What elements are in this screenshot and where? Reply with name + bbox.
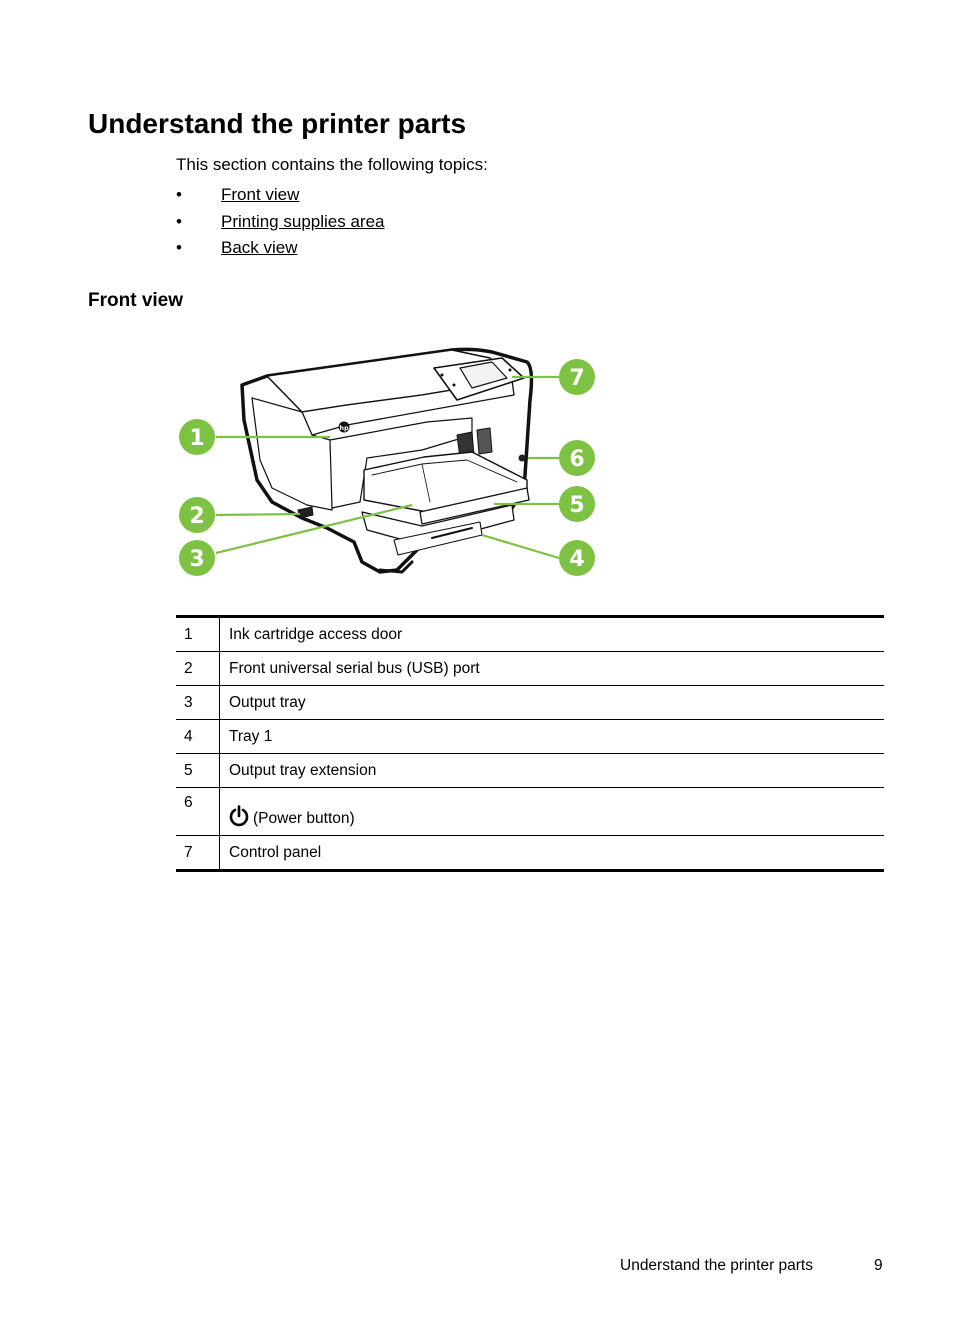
callout-2-badge [179,497,215,533]
callout-1-label: 1 [189,426,205,451]
part-number: 1 [176,617,220,652]
part-description: Front universal serial bus (USB) port [220,652,885,686]
callout-3-badge [179,540,215,576]
table-row [176,686,884,720]
link-printing-supplies-area[interactable]: Printing supplies area [221,211,385,231]
part-description-power [220,788,885,836]
bullet: • [176,238,182,257]
part-number: 3 [176,686,220,720]
table-row [176,754,884,788]
table-row [176,652,884,686]
callout-6-badge [559,440,595,476]
callout-2-label: 2 [189,504,205,529]
parts-table [176,615,884,872]
link-front-view[interactable]: Front view [221,185,300,204]
callout-6-label: 6 [569,447,585,472]
callout-4-badge [559,540,595,576]
link-back-view[interactable]: Back view [221,238,298,257]
printer-drawing [242,349,531,572]
part-number: 6 [176,788,220,836]
callout-7-badge [559,359,595,395]
section-heading: Front view [88,290,184,311]
bullet: • [176,211,182,231]
footer-section-title: Understand the printer parts [620,1257,813,1274]
part-description: Output tray [220,686,885,720]
callout-5-label: 5 [569,493,585,518]
part-description: Ink cartridge access door [220,617,885,652]
table-row [176,720,884,754]
part-number: 5 [176,754,220,788]
part-description: Tray 1 [220,720,885,754]
part-number: 2 [176,652,220,686]
part-description: Control panel [229,843,322,861]
footer-page-number: 9 [874,1257,883,1274]
callout-1-badge [179,419,215,455]
hp-logo: hp [339,424,349,432]
callout-5-badge [559,486,595,522]
part-number: 4 [176,720,220,754]
part-description: (Power button) [253,810,355,827]
page-title: Understand the printer parts [88,108,467,139]
part-number: 7 [176,836,220,871]
callout-7-label: 7 [569,366,585,391]
part-description: Output tray extension [220,754,885,788]
table-row [176,836,884,871]
callout-4-label: 4 [569,547,585,572]
power-icon [229,805,249,827]
printer-front-view-illustration [172,340,602,585]
callout-3-label: 3 [189,547,205,572]
intro-text: This section contains the following topics: [176,155,488,174]
table-row [176,617,884,652]
bullet: • [176,185,182,204]
table-row [176,788,884,836]
